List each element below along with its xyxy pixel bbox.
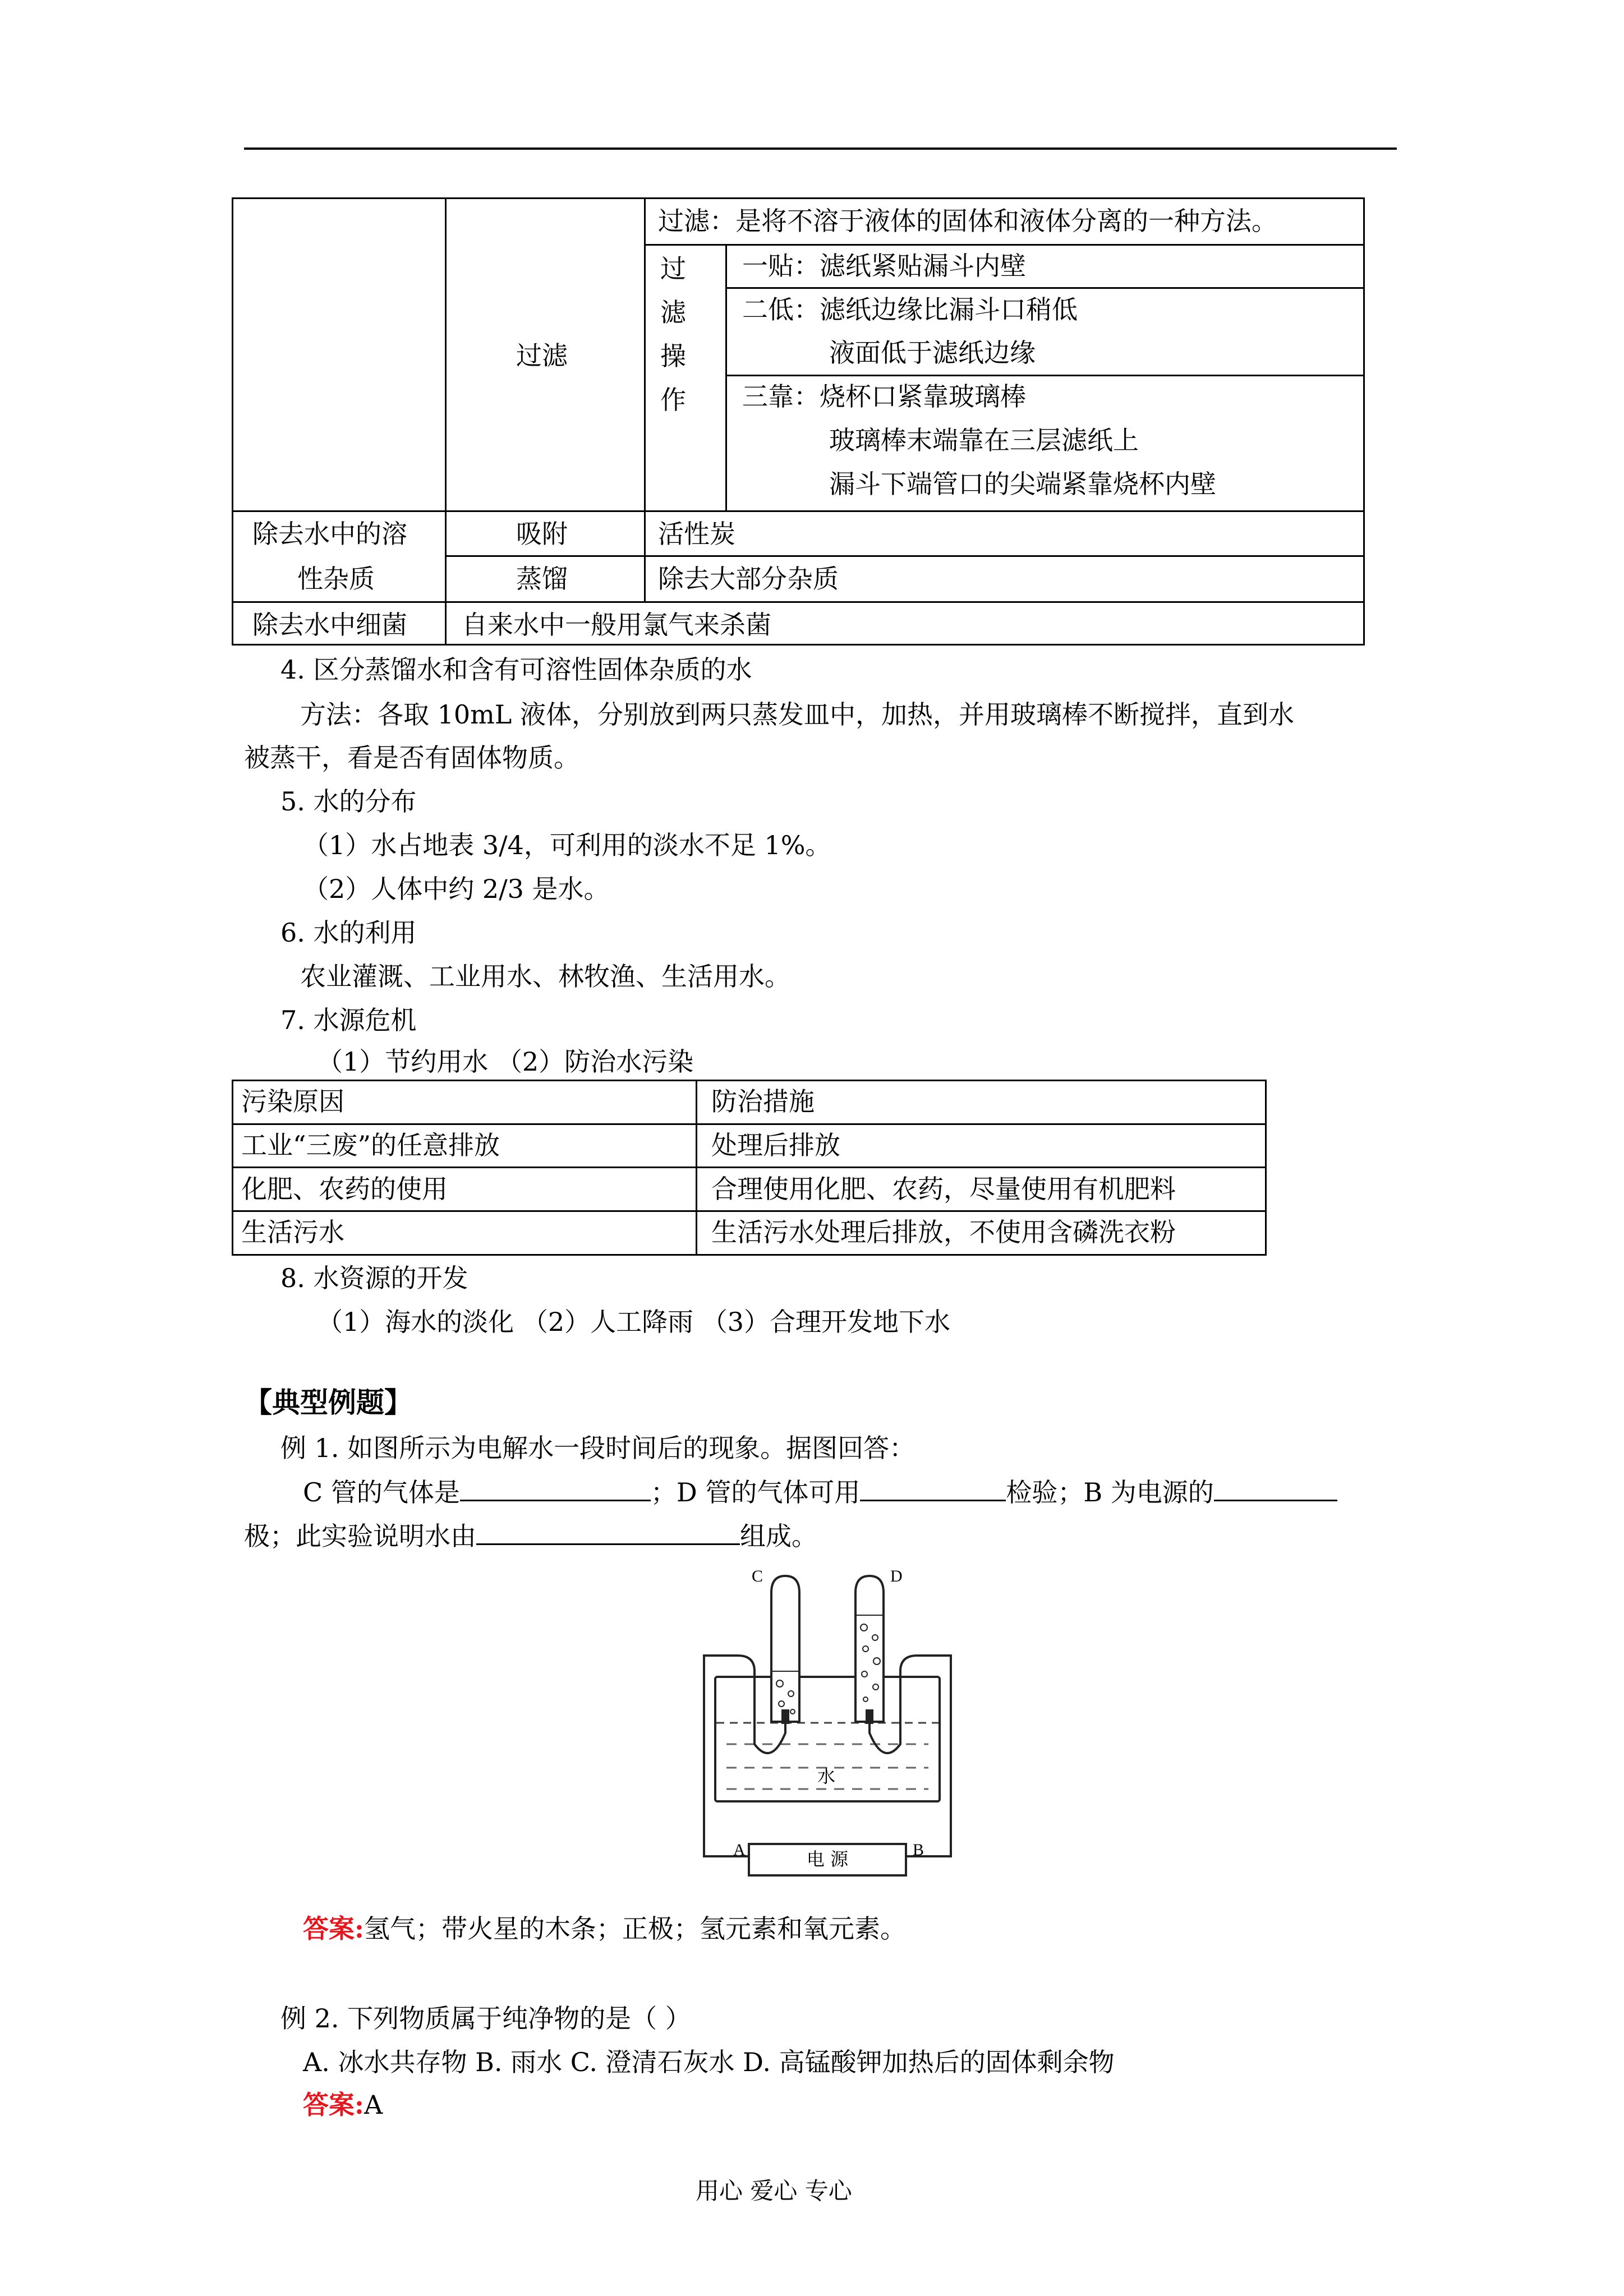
- table2-cell: 工业“三废”的任意排放: [241, 1130, 500, 1160]
- header-rule: [244, 147, 1397, 150]
- example1-title: 例 1. 如图所示为电解水一段时间后的现象。据图回答：: [280, 1433, 915, 1463]
- table2-header-cause: 污染原因: [241, 1086, 344, 1117]
- guolv-row-label: 过滤: [516, 340, 568, 371]
- example1-answer: 答案:氢气；带火星的木条；正极；氢元素和氧元素。: [303, 1914, 906, 1944]
- soluble-label-2: 性杂质: [297, 564, 375, 594]
- blank-d-test[interactable]: [860, 1477, 1006, 1501]
- section4-heading: 4. 区分蒸馏水和含有可溶性固体杂质的水: [280, 654, 752, 685]
- example2-options: A. 冰水共存物 B. 雨水 C. 澄清石灰水 D. 高锰酸钾加热后的固体剩余物: [303, 2047, 1115, 2077]
- section8-items: （1）海水的淡化 （2）人工降雨 （3）合理开发地下水: [317, 1307, 951, 1337]
- zhengliu-label: 蒸馏: [516, 564, 568, 594]
- example2-title: 例 2. 下列物质属于纯净物的是（ ）: [280, 2003, 691, 2034]
- example1-question-line1: C 管的气体是 ；D 管的气体可用 检验；B 为电源的: [303, 1476, 1337, 1510]
- erdi-rule-2: 液面低于滤纸边缘: [829, 338, 1036, 368]
- section6-heading: 6. 水的利用: [280, 918, 417, 948]
- yitie-rule: 一贴：滤纸紧贴漏斗内壁: [742, 251, 1026, 281]
- blank-water-composition[interactable]: [476, 1521, 740, 1545]
- water-label: 水: [817, 1765, 836, 1787]
- tube-c-label: C: [752, 1567, 763, 1585]
- bacteria-label: 除去水中细菌: [252, 610, 407, 640]
- xifu-label: 吸附: [516, 519, 568, 549]
- table2-cell: 生活污水处理后排放，不使用含磷洗衣粉: [711, 1217, 1176, 1247]
- operation-label: 过 滤 操 作: [660, 253, 686, 415]
- xifu-desc: 活性炭: [658, 519, 735, 549]
- sankao-rule-1: 三靠：烧杯口紧靠玻璃棒: [742, 381, 1026, 412]
- section6-text: 农业灌溉、工业用水、林牧渔、生活用水。: [300, 961, 790, 992]
- section8-heading: 8. 水资源的开发: [280, 1263, 468, 1293]
- table2-cell: 化肥、农药的使用: [241, 1174, 448, 1204]
- power-label: 电 源: [806, 1848, 849, 1870]
- table2-header-measure: 防治措施: [711, 1086, 815, 1117]
- table2-cell: 合理使用化肥、农药，尽量使用有机肥料: [711, 1174, 1176, 1204]
- erdi-rule-1: 二低：滤纸边缘比漏斗口稍低: [742, 294, 1078, 325]
- examples-heading: 【典型例题】: [244, 1386, 412, 1419]
- terminal-b-label: B: [913, 1841, 924, 1859]
- table2-cell: 生活污水: [241, 1217, 344, 1247]
- table2-cell: 处理后排放: [711, 1130, 840, 1160]
- section4-method: 方法：各取 10mL 液体，分别放到两只蒸发皿中，加热，并用玻璃棒不断搅拌，直到水: [300, 699, 1294, 730]
- sankao-rule-2: 玻璃棒末端靠在三层滤纸上: [829, 425, 1139, 455]
- blank-c-gas[interactable]: [460, 1477, 651, 1501]
- sankao-rule-3: 漏斗下端管口的尖端紧靠烧杯内壁: [829, 469, 1216, 499]
- section5-item1: （1）水占地表 3/4，可利用的淡水不足 1%。: [303, 830, 831, 860]
- section7-sub: （1）节约用水 （2）防治水污染: [317, 1046, 694, 1077]
- electrolysis-diagram: [693, 1559, 968, 1896]
- terminal-a-label: A: [733, 1841, 746, 1859]
- blank-b-pole[interactable]: [1214, 1477, 1337, 1501]
- section4-method-cont: 被蒸干，看是否有固体物质。: [244, 743, 579, 773]
- section5-heading: 5. 水的分布: [280, 786, 417, 817]
- guolv-definition: 过滤：是将不溶于液体的固体和液体分离的一种方法。: [658, 206, 1277, 236]
- footer-motto: 用心 爱心 专心: [696, 2177, 852, 2205]
- example2-answer: 答案:A: [303, 2090, 383, 2120]
- example1-question-line2: 极；此实验说明水由 组成。: [244, 1521, 817, 1551]
- tube-d-label: D: [890, 1567, 903, 1585]
- bacteria-desc: 自来水中一般用氯气来杀菌: [462, 610, 771, 640]
- soluble-label-1: 除去水中的溶: [252, 519, 407, 549]
- section7-heading: 7. 水源危机: [280, 1005, 417, 1035]
- zhengliu-desc: 除去大部分杂质: [658, 564, 839, 594]
- section5-item2: （2）人体中约 2/3 是水。: [303, 874, 610, 904]
